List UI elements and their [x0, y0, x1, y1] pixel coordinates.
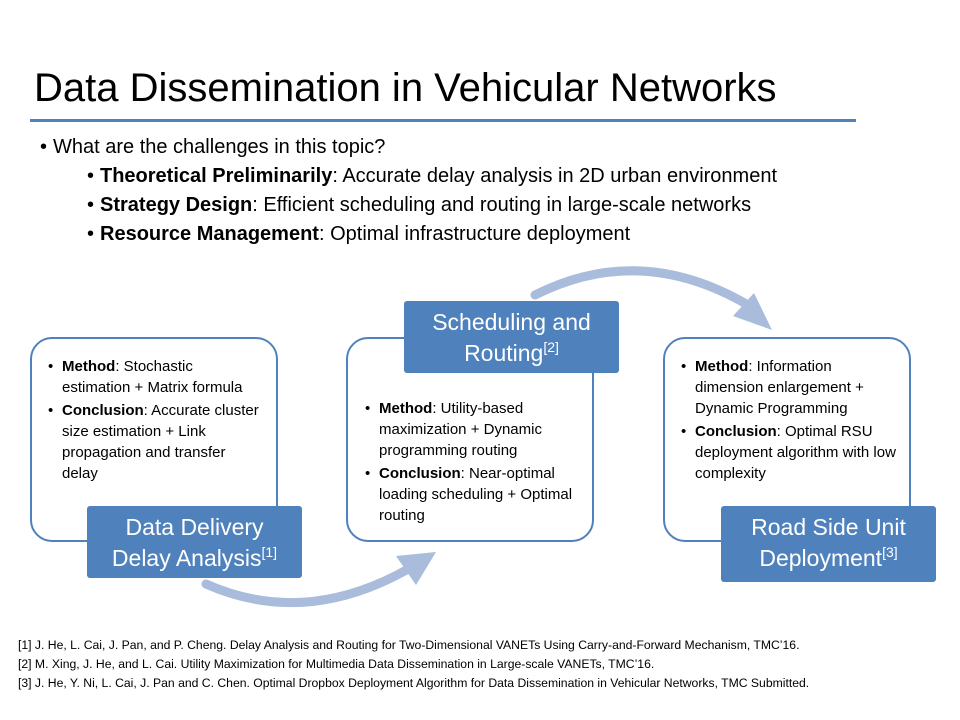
question-text: What are the challenges in this topic?	[53, 136, 386, 158]
stage-label-rsu-deployment	[721, 506, 936, 582]
challenge-term: Theoretical Preliminarily	[100, 165, 333, 187]
conclusion-item	[365, 463, 587, 526]
method-item	[365, 398, 587, 461]
label-line-text: Routing	[464, 340, 544, 366]
method-item	[681, 356, 901, 419]
method-text: : Information dimension enlargement + Dynamic Programming	[695, 358, 864, 417]
label-line-text: Delay Analysis	[111, 545, 262, 571]
label-line	[721, 543, 936, 574]
method-term: Method	[379, 400, 433, 417]
bullet-dot: •	[40, 136, 48, 158]
challenge-term: Resource Management	[100, 223, 319, 245]
reference-item: [3] J. He, Y. Ni, L. Cai, J. Pan and C. Chen. Optimal Dropbox Deployment Algorithm for Data Dissemination in Vehicular Networks, TMC Submitted.	[18, 676, 810, 690]
method-text: : Utility-based maximization + Dynamic programming routing	[379, 400, 542, 459]
challenge-text: : Accurate delay analysis in 2D urban environment	[332, 165, 778, 187]
reference-list	[18, 636, 954, 693]
method-term: Method	[62, 358, 116, 375]
curved-arrow-2-icon	[535, 271, 748, 305]
label-line: Scheduling and	[432, 309, 591, 335]
method-text: : Stochastic estimation + Matrix formula	[62, 358, 243, 396]
citation-ref: [1]	[261, 544, 278, 560]
label-line: Data Delivery	[125, 514, 264, 540]
reference-item: [2] M. Xing, J. He, and L. Cai. Utility Maximization for Multimedia Data Dissemination in Large-scale VANETs, TMC’16.	[18, 657, 655, 671]
conclusion-term: Conclusion	[695, 423, 777, 440]
bullet-dot: •	[87, 194, 95, 216]
conclusion-item	[48, 400, 264, 484]
label-line	[404, 338, 619, 369]
label-line-text: Deployment	[759, 545, 883, 571]
conclusion-text: : Optimal RSU deployment algorithm with low complexity	[695, 423, 896, 482]
conclusion-item	[681, 421, 901, 484]
conclusion-term: Conclusion	[379, 465, 461, 482]
citation-ref: [2]	[543, 339, 559, 355]
label-line: Road Side Unit	[751, 514, 906, 540]
reference-item: [1] J. He, L. Cai, J. Pan, and P. Cheng. Delay Analysis and Routing for Two-Dimensional VANETs Using Carry-and-Forward Mechanism, TMC’16.	[18, 638, 800, 652]
bullet-dot: •	[87, 165, 95, 187]
challenge-text: : Efficient scheduling and routing in large-scale networks	[252, 194, 752, 216]
challenge-term: Strategy Design	[100, 194, 253, 216]
slide-title: Data Dissemination in Vehicular Networks	[34, 66, 777, 110]
challenge-text: : Optimal infrastructure deployment	[318, 223, 631, 245]
bullet-dot: •	[87, 223, 95, 245]
stage-label-scheduling-routing	[404, 301, 619, 373]
conclusion-term: Conclusion	[62, 402, 144, 419]
label-line	[87, 543, 302, 574]
citation-ref: [3]	[882, 544, 898, 560]
conclusion-text: : Accurate cluster size estimation + Link propagation and transfer delay	[62, 402, 259, 482]
conclusion-text: : Near-optimal loading scheduling + Optimal routing	[379, 465, 573, 524]
method-item	[48, 356, 264, 398]
method-term: Method	[695, 358, 749, 375]
stage-label-delay-analysis	[87, 506, 302, 578]
